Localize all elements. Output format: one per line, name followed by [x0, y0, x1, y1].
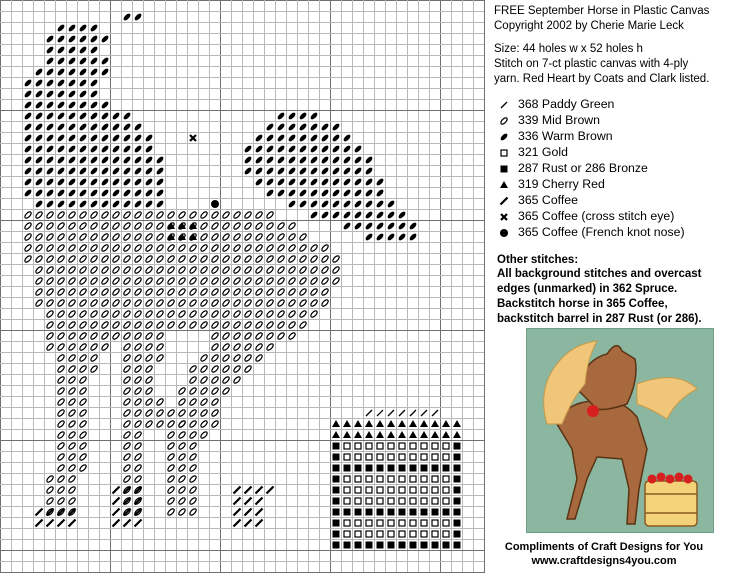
stitch-square-filled [454, 509, 461, 516]
stitch-square-filled [355, 465, 362, 472]
size-line: Size: 44 holes w x 52 holes h [494, 43, 643, 55]
stitch-square-filled [399, 509, 406, 516]
legend-label: 339 Mid Brown [518, 113, 601, 127]
stitch-square-filled [333, 476, 340, 483]
stitch-square-filled [432, 509, 439, 516]
notes-line-2: edges (unmarked) in 362 Spruce. [497, 283, 678, 295]
legend-row [498, 113, 600, 128]
legend-label: 365 Coffee (cross stitch eye) [518, 209, 675, 223]
stitch-square-filled [377, 465, 384, 472]
legend-label: 365 Coffee (French knot nose) [518, 225, 685, 239]
stitch-square-filled [333, 498, 340, 505]
dot-icon [498, 227, 514, 239]
stitch-square-filled [333, 465, 340, 472]
stitch-square-filled [454, 520, 461, 527]
stitch-square-filled [333, 531, 340, 538]
stitch-square-filled [443, 509, 450, 516]
compliments-line: Compliments of Craft Designs for You [504, 541, 704, 553]
stitch-square-filled [399, 465, 406, 472]
triangle-filled-icon [498, 179, 514, 191]
stitch-square-filled [410, 465, 417, 472]
slash-thin-icon [498, 99, 514, 111]
stitch-square-filled [333, 542, 340, 549]
notes-line-4: backstitch barrel in 287 Rust (or 286). [497, 313, 702, 325]
stitch-square-filled [333, 454, 340, 461]
legend-row [498, 145, 568, 160]
stitch-square-filled [366, 509, 373, 516]
stitch-square-filled [344, 509, 351, 516]
stitch-square-filled [454, 465, 461, 472]
stitch-square-filled [333, 443, 340, 450]
stitch-square-filled [454, 443, 461, 450]
legend-row [498, 161, 648, 176]
stitch-square-filled [355, 509, 362, 516]
stitch-square-filled [344, 465, 351, 472]
stitch-square-filled [443, 542, 450, 549]
stitch-square-filled [454, 531, 461, 538]
notes-line-3: Backstitch horse in 365 Coffee, [497, 298, 668, 310]
stitch-square-filled [333, 520, 340, 527]
website-link[interactable]: www.craftdesigns4you.com [531, 555, 677, 567]
oval-filled-icon [498, 131, 514, 143]
legend-label: 368 Paddy Green [518, 97, 615, 111]
legend-label: 321 Gold [518, 145, 568, 159]
stitch-line-2: yarn. Red Heart by Coats and Clark listed. [494, 73, 710, 85]
stitch-square-filled [355, 542, 362, 549]
stitch-square-filled [454, 454, 461, 461]
stitch-square-filled [333, 509, 340, 516]
stitch-square-filled [410, 509, 417, 516]
stitch-square-filled [454, 476, 461, 483]
pattern-title: FREE September Horse in Plastic Canvas [494, 5, 710, 17]
stitch-square-filled [432, 465, 439, 472]
stitch-square-filled [388, 542, 395, 549]
copyright-line: Copyright 2002 by Cherie Marie Leck [494, 20, 684, 32]
oval-outline-icon [498, 115, 514, 127]
cross-icon [498, 211, 514, 223]
legend-row [498, 129, 613, 144]
stitch-square-filled [377, 542, 384, 549]
legend-row [498, 97, 614, 112]
square-filled-icon [498, 163, 514, 175]
stitch-line-1: Stitch on 7-ct plastic canvas with 4-ply [494, 58, 689, 70]
legend-row [498, 209, 674, 224]
stitch-square-filled [443, 465, 450, 472]
notes-line-1: All background stitches and overcast [497, 268, 702, 280]
other-stitches-heading: Other stitches: [497, 254, 579, 266]
legend-row [498, 193, 578, 208]
stitch-square-filled [421, 465, 428, 472]
stitch-square-filled [366, 542, 373, 549]
square-outline-icon [498, 147, 514, 159]
legend-label: 365 Coffee [518, 193, 578, 207]
stitch-square-filled [410, 542, 417, 549]
stitch-square-filled [432, 542, 439, 549]
stitch-square-filled [388, 465, 395, 472]
stitch-dot [211, 200, 219, 208]
stitch-square-filled [366, 465, 373, 472]
legend-label: 287 Rust or 286 Bronze [518, 161, 648, 175]
stitch-square-filled [454, 542, 461, 549]
legend-label: 336 Warm Brown [518, 129, 613, 143]
stitch-square-filled [377, 509, 384, 516]
stitch-square-filled [344, 542, 351, 549]
stitch-square-filled [421, 542, 428, 549]
legend-row [498, 177, 605, 192]
stitch-square-filled [454, 498, 461, 505]
stitch-square-filled [454, 487, 461, 494]
legend-row [498, 225, 685, 240]
slash-bold-icon [498, 195, 514, 207]
stitch-square-filled [421, 509, 428, 516]
stitch-square-filled [333, 487, 340, 494]
stitch-square-filled [388, 509, 395, 516]
legend-label: 319 Cherry Red [518, 177, 605, 191]
finished-preview-image [526, 328, 714, 533]
stitch-square-filled [399, 542, 406, 549]
